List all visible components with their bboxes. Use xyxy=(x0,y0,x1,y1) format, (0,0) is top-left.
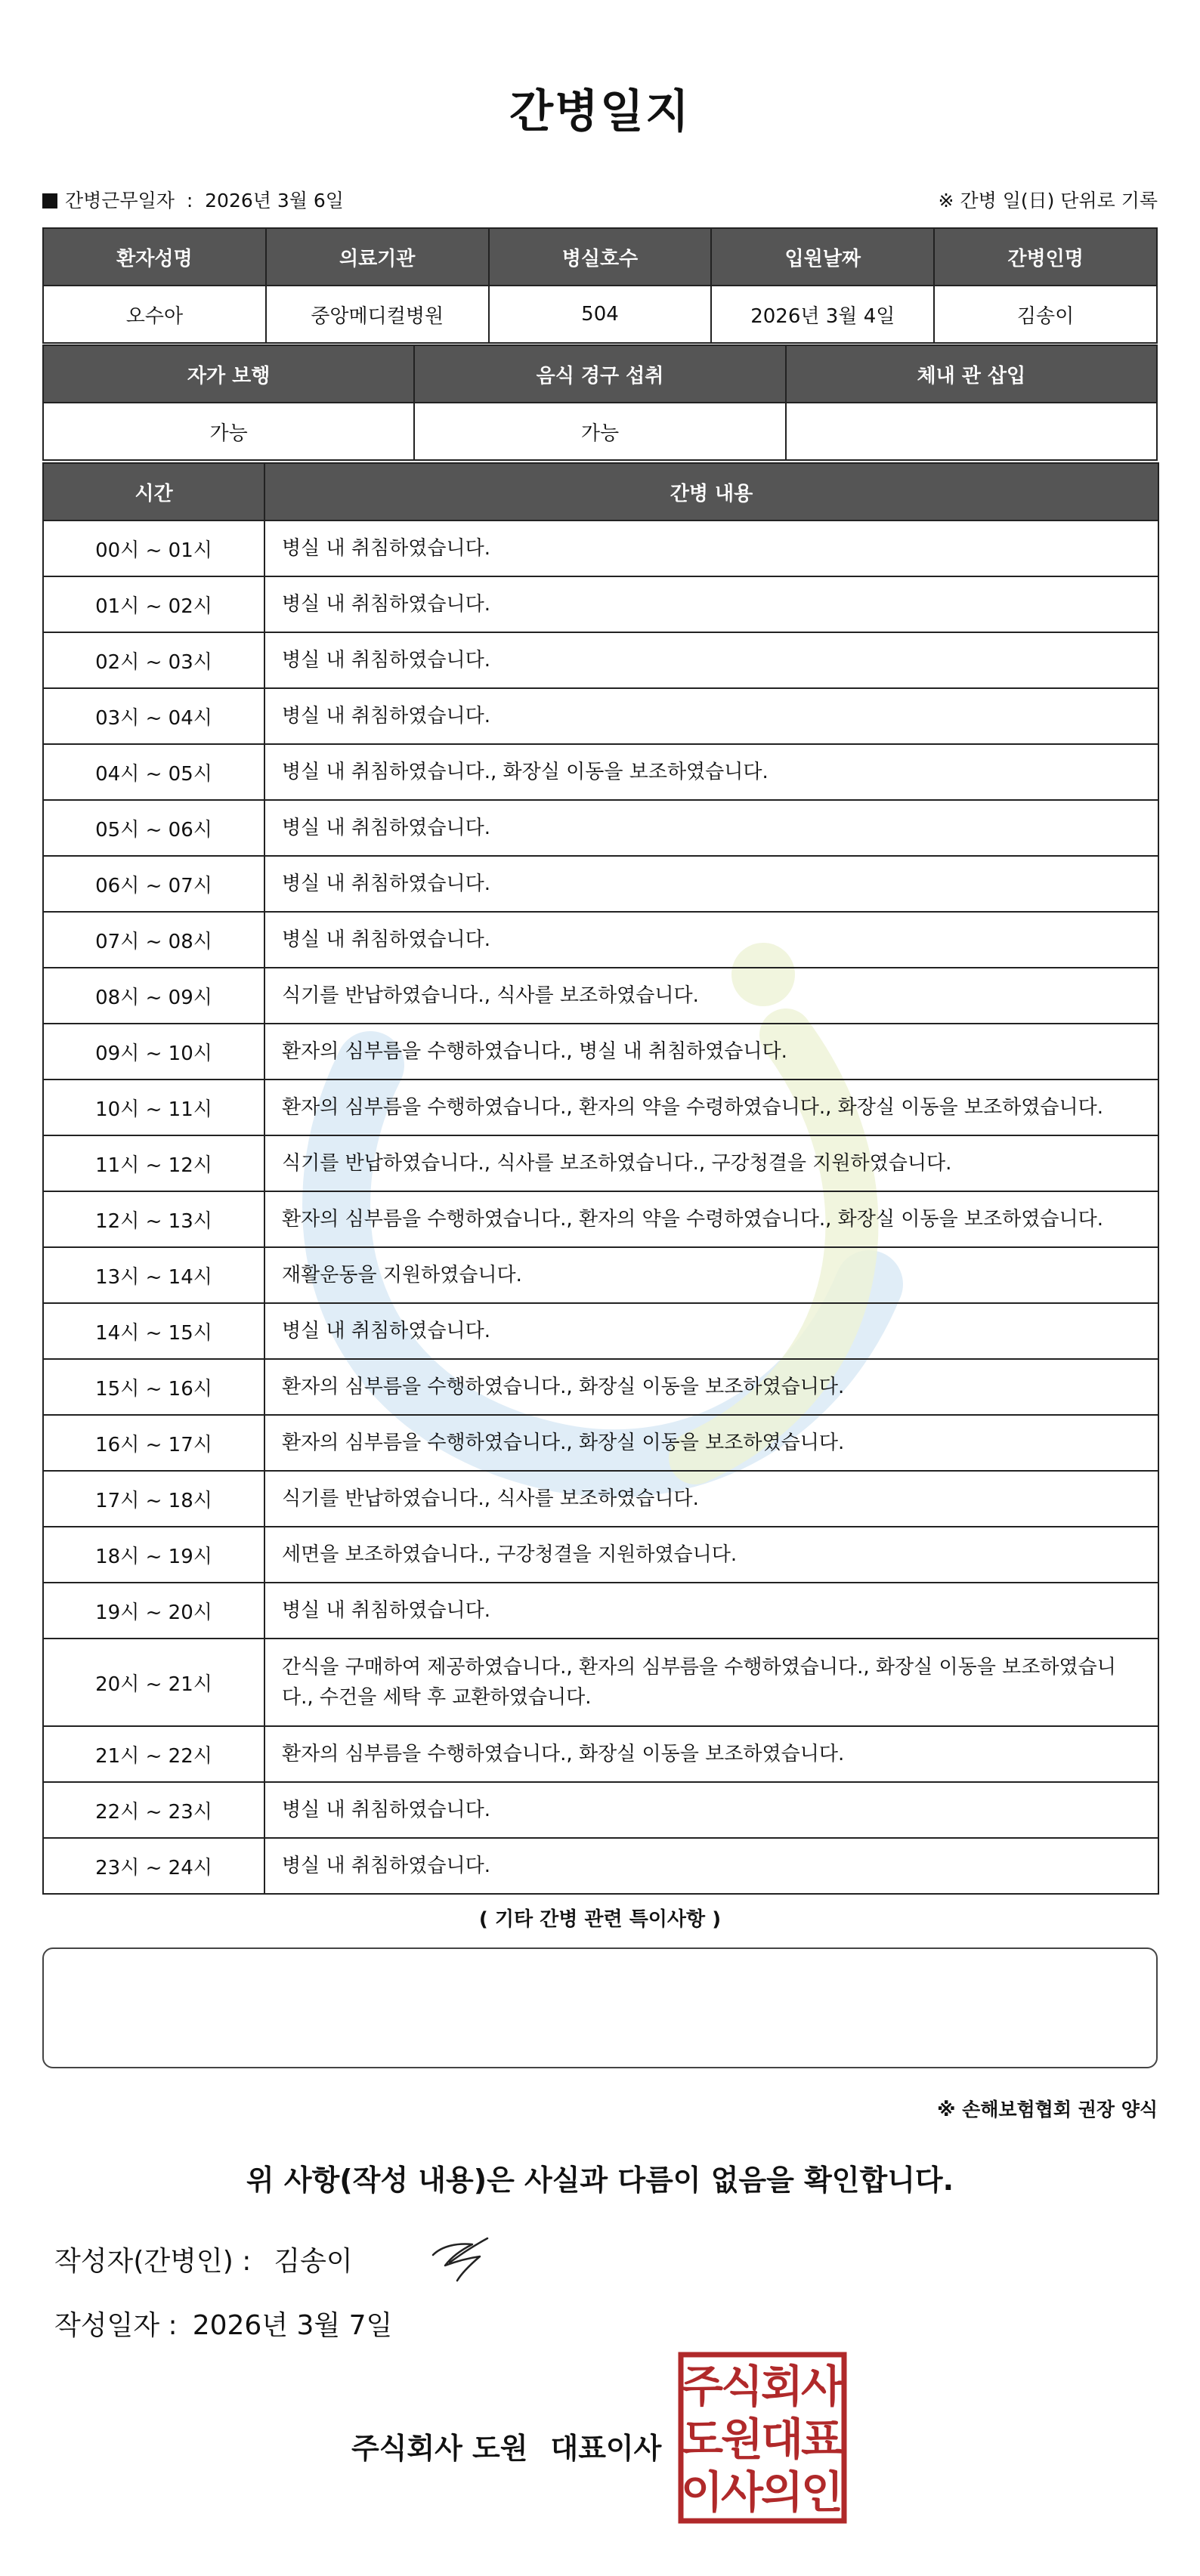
time-cell: 06시 ~ 07시 xyxy=(43,856,264,912)
content-cell: 환자의 심부름을 수행하였습니다., 화장실 이동을 보조하였습니다. xyxy=(264,1415,1158,1471)
special-notes-title: ( 기타 간병 관련 특이사항 ) xyxy=(478,1908,722,1931)
time-cell: 20시 ~ 21시 xyxy=(43,1639,264,1726)
time-cell: 09시 ~ 10시 xyxy=(43,1024,264,1080)
time-cell: 23시 ~ 24시 xyxy=(43,1838,264,1894)
content-cell: 식기를 반납하였습니다., 식사를 보조하였습니다. xyxy=(264,1471,1158,1527)
content-cell: 병실 내 취침하였습니다. xyxy=(264,800,1158,856)
table-row xyxy=(43,1359,1158,1415)
time-cell: 08시 ~ 09시 xyxy=(43,968,264,1024)
table-row xyxy=(43,1024,1158,1080)
table-row xyxy=(43,1471,1158,1527)
content-cell: 병실 내 취침하였습니다. xyxy=(264,912,1158,968)
table-row xyxy=(43,576,1158,632)
written-date-line xyxy=(54,2304,392,2343)
content-cell: 병실 내 취침하였습니다. xyxy=(264,1838,1158,1894)
patient-info-value-row xyxy=(43,286,1157,343)
writer-line xyxy=(54,2240,353,2278)
header-patient-name: 환자성명 xyxy=(43,228,266,286)
table-row xyxy=(43,1726,1158,1782)
content-cell: 병실 내 취침하였습니다., 화장실 이동을 보조하였습니다. xyxy=(264,744,1158,800)
content-cell: 세면을 보조하였습니다., 구강청결을 지원하였습니다. xyxy=(264,1527,1158,1583)
content-cell: 병실 내 취침하였습니다. xyxy=(264,1782,1158,1838)
care-log-header-row xyxy=(43,463,1158,520)
time-cell: 03시 ~ 04시 xyxy=(43,688,264,744)
table-row xyxy=(43,856,1158,912)
patient-info-table xyxy=(42,227,1158,344)
content-cell: 환자의 심부름을 수행하였습니다., 환자의 약을 수령하였습니다., 화장실 이동을 보조하였습니다. xyxy=(264,1080,1158,1135)
seal-character: 도 xyxy=(680,2414,724,2465)
time-cell: 16시 ~ 17시 xyxy=(43,1415,264,1471)
seal-character: 사 xyxy=(800,2361,844,2412)
seal-character: 인 xyxy=(800,2466,844,2518)
admission-date: 2026년 3월 4일 xyxy=(711,286,934,343)
content-cell: 병실 내 취침하였습니다. xyxy=(264,688,1158,744)
status-value-row xyxy=(43,403,1157,460)
time-cell: 19시 ~ 20시 xyxy=(43,1583,264,1639)
content-cell: 식기를 반납하였습니다., 식사를 보조하였습니다. xyxy=(264,968,1158,1024)
header-room-number: 병실호수 xyxy=(489,228,712,286)
time-cell: 04시 ~ 05시 xyxy=(43,744,264,800)
work-date-value: 2026년 3월 6일 xyxy=(205,190,344,212)
patient-info-header-row xyxy=(43,228,1157,286)
time-cell: 14시 ~ 15시 xyxy=(43,1303,264,1359)
table-row xyxy=(43,912,1158,968)
content-cell: 병실 내 취침하였습니다. xyxy=(264,520,1158,576)
header-oral-intake: 음식 경구 섭취 xyxy=(414,345,785,403)
patient-name: 오수아 xyxy=(43,286,266,343)
table-row xyxy=(43,1247,1158,1303)
content-cell: 병실 내 취침하였습니다. xyxy=(264,576,1158,632)
content-cell: 환자의 심부름을 수행하였습니다., 화장실 이동을 보조하였습니다. xyxy=(264,1359,1158,1415)
signature-icon xyxy=(427,2232,495,2285)
header-time: 시간 xyxy=(43,463,264,520)
oral-intake-value: 가능 xyxy=(414,403,785,460)
table-row xyxy=(43,688,1158,744)
time-cell: 13시 ~ 14시 xyxy=(43,1247,264,1303)
header-care-content: 간병 내용 xyxy=(264,463,1158,520)
table-row xyxy=(43,520,1158,576)
table-row xyxy=(43,1303,1158,1359)
content-cell: 병실 내 취침하였습니다. xyxy=(264,1303,1158,1359)
table-row xyxy=(43,1527,1158,1583)
time-cell: 22시 ~ 23시 xyxy=(43,1782,264,1838)
content-cell: 환자의 심부름을 수행하였습니다., 화장실 이동을 보조하였습니다. xyxy=(264,1726,1158,1782)
seal-character: 원 xyxy=(720,2414,764,2465)
table-row xyxy=(43,1583,1158,1639)
table-row xyxy=(43,1838,1158,1894)
time-cell: 10시 ~ 11시 xyxy=(43,1080,264,1135)
time-cell: 11시 ~ 12시 xyxy=(43,1135,264,1191)
time-cell: 12시 ~ 13시 xyxy=(43,1191,264,1247)
seal-character: 사 xyxy=(720,2466,764,2518)
writer-label: 작성자(간병인) : xyxy=(54,2246,252,2277)
table-row xyxy=(43,632,1158,688)
table-row xyxy=(43,1135,1158,1191)
time-cell: 21시 ~ 22시 xyxy=(43,1726,264,1782)
seal-character: 회 xyxy=(760,2361,804,2412)
content-cell: 병실 내 취침하였습니다. xyxy=(264,632,1158,688)
header-hospital: 의료기관 xyxy=(266,228,489,286)
seal-character: 의 xyxy=(760,2466,804,2518)
time-cell: 00시 ~ 01시 xyxy=(43,520,264,576)
patient-status-table xyxy=(42,344,1158,461)
table-row xyxy=(43,1639,1158,1726)
time-cell: 15시 ~ 16시 xyxy=(43,1359,264,1415)
time-cell: 02시 ~ 03시 xyxy=(43,632,264,688)
company-seal-stamp xyxy=(678,2352,847,2524)
company-name: 주식회사 도원 xyxy=(351,2432,528,2465)
seal-character: 표 xyxy=(800,2414,844,2465)
content-cell: 병실 내 취침하였습니다. xyxy=(264,856,1158,912)
special-notes-box[interactable] xyxy=(42,1947,1158,2068)
table-row xyxy=(43,1782,1158,1838)
confirmation-statement: 위 사항(작성 내용)은 사실과 다름이 없음을 확인합니다. xyxy=(246,2164,954,2197)
table-row xyxy=(43,1080,1158,1135)
seal-character: 이 xyxy=(680,2466,724,2518)
daily-record-note: ※ 간병 일(日) 단위로 기록 xyxy=(938,190,1158,212)
square-bullet-icon xyxy=(42,193,57,208)
table-row xyxy=(43,1191,1158,1247)
content-cell: 환자의 심부름을 수행하였습니다., 환자의 약을 수령하였습니다., 화장실 이동을 보조하였습니다. xyxy=(264,1191,1158,1247)
seal-character: 대 xyxy=(760,2414,804,2465)
work-date-label: 간병근무일자 xyxy=(65,190,175,212)
time-cell: 01시 ~ 02시 xyxy=(43,576,264,632)
content-cell: 병실 내 취침하였습니다. xyxy=(264,1583,1158,1639)
table-row xyxy=(43,968,1158,1024)
caregiver-name: 김송이 xyxy=(934,286,1157,343)
table-row xyxy=(43,800,1158,856)
writer-name: 김송이 xyxy=(274,2246,353,2277)
content-cell: 간식을 구매하여 제공하였습니다., 환자의 심부름을 수행하였습니다., 화장실 이동을 보조하였습니다., 수건을 세탁 후 교환하였습니다. xyxy=(264,1639,1158,1726)
content-cell: 재활운동을 지원하였습니다. xyxy=(264,1247,1158,1303)
work-date-line xyxy=(42,186,344,213)
room-number: 504 xyxy=(489,286,712,343)
recommended-form-note: ※ 손해보험협회 권장 양식 xyxy=(937,2099,1158,2120)
ceo-title: 대표이사 xyxy=(550,2432,662,2465)
status-header-row xyxy=(43,345,1157,403)
time-cell: 17시 ~ 18시 xyxy=(43,1471,264,1527)
table-row xyxy=(43,1415,1158,1471)
header-tube-insertion: 체내 관 삽입 xyxy=(786,345,1157,403)
written-date-value: 2026년 3월 7일 xyxy=(192,2310,393,2341)
document-title: 간병일지 xyxy=(509,85,691,138)
written-date-label: 작성일자 : xyxy=(54,2310,178,2341)
content-cell: 환자의 심부름을 수행하였습니다., 병실 내 취침하였습니다. xyxy=(264,1024,1158,1080)
work-date-separator: : xyxy=(186,190,193,212)
tube-insertion-value xyxy=(786,403,1157,460)
table-row xyxy=(43,744,1158,800)
content-cell: 식기를 반납하였습니다., 식사를 보조하였습니다., 구강청결을 지원하였습니다. xyxy=(264,1135,1158,1191)
time-cell: 05시 ~ 06시 xyxy=(43,800,264,856)
time-cell: 18시 ~ 19시 xyxy=(43,1527,264,1583)
header-self-walking: 자가 보행 xyxy=(43,345,414,403)
seal-character: 식 xyxy=(720,2361,764,2412)
header-caregiver-name: 간병인명 xyxy=(934,228,1157,286)
seal-character: 주 xyxy=(680,2361,724,2412)
header-admission-date: 입원날짜 xyxy=(711,228,934,286)
care-log-table xyxy=(42,462,1159,1895)
self-walking-value: 가능 xyxy=(43,403,414,460)
company-line xyxy=(351,2425,661,2466)
hospital-name: 중앙메디컬병원 xyxy=(266,286,489,343)
time-cell: 07시 ~ 08시 xyxy=(43,912,264,968)
